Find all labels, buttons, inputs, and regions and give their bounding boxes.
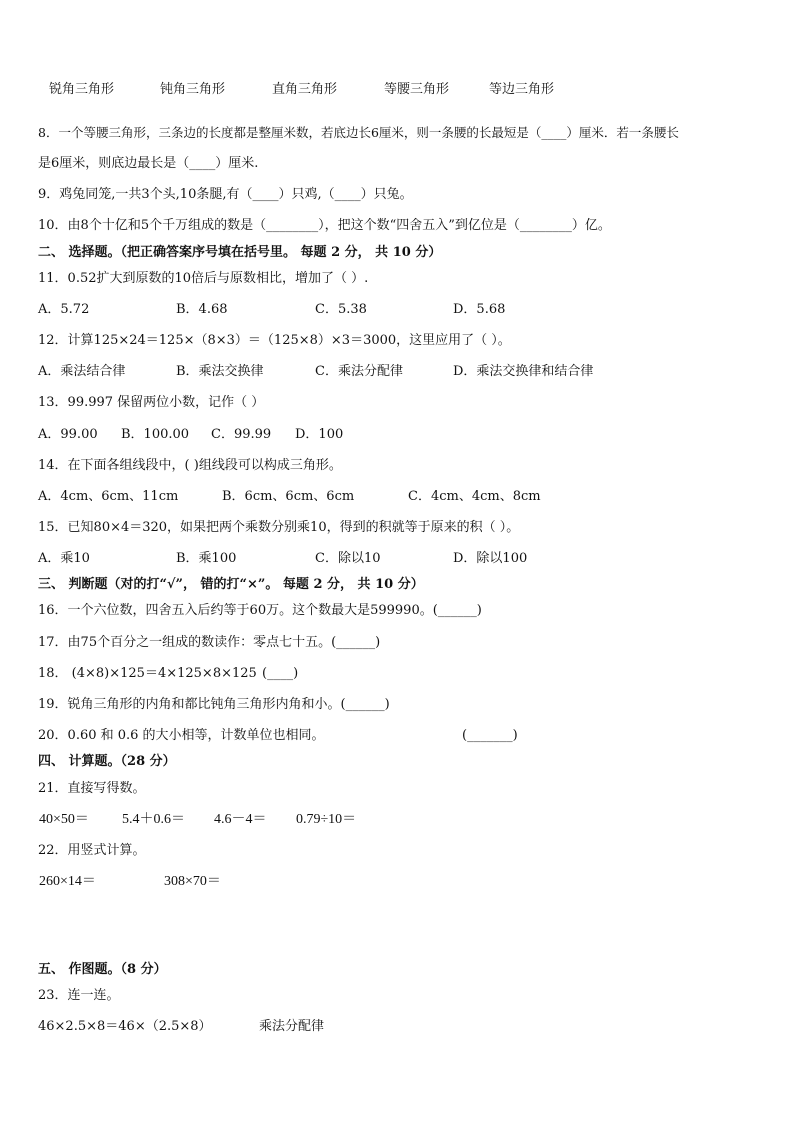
triangle-type-equilateral: 等边三角形 bbox=[489, 82, 555, 97]
question-9: 9．鸡兔同笼,一共3个头,10条腿,有（____）只鸡,（____）只兔。 bbox=[38, 187, 413, 202]
question-23: 23．连一连。 bbox=[38, 988, 120, 1003]
question-16: 16．一个六位数，四舍五入后约等于60万。这个数最大是599990。(______) bbox=[38, 603, 482, 618]
q21-item-1: 40×50＝ bbox=[39, 812, 89, 827]
question-18-blank: (____) bbox=[262, 666, 299, 681]
question-19: 19．锐角三角形的内角和都比钝角三角形内角和小。(______) bbox=[38, 697, 390, 712]
q15-option-d: D．除以100 bbox=[453, 551, 528, 566]
section-5-heading: 五、 作图题。（8 分） bbox=[38, 962, 167, 977]
q15-option-b: B．乘100 bbox=[176, 551, 237, 566]
q23-law-label: 乘法分配律 bbox=[259, 1019, 325, 1034]
triangle-type-right: 直角三角形 bbox=[272, 82, 338, 97]
triangle-type-acute: 锐角三角形 bbox=[49, 82, 115, 97]
question-11: 11．0.52扩大到原数的10倍后与原数相比，增加了（ ）. bbox=[38, 271, 369, 286]
question-22: 22．用竖式计算。 bbox=[38, 843, 146, 858]
question-18: 18． (4×8)×125＝4×125×8×125 bbox=[38, 666, 257, 681]
question-20-blank: (_______) bbox=[462, 728, 518, 743]
q13-option-b: B．100.00 bbox=[121, 427, 190, 442]
q12-option-b: B．乘法交换律 bbox=[176, 364, 264, 379]
triangle-type-obtuse: 钝角三角形 bbox=[160, 82, 226, 97]
q12-option-a: A．乘法结合律 bbox=[38, 364, 126, 379]
question-15: 15．已知80×4＝320，如果把两个乘数分别乘10，得到的积就等于原来的积（ ）。 bbox=[38, 520, 520, 535]
q11-option-c: C．5.38 bbox=[315, 302, 367, 317]
q11-option-d: D．5.68 bbox=[453, 302, 506, 317]
question-8-line-1: 8．一个等腰三角形，三条边的长度都是整厘米数，若底边长6厘米，则一条腰的长最短是（____）厘米．若一条腰长 bbox=[38, 125, 679, 140]
q22-item-2: 308×70＝ bbox=[164, 874, 221, 889]
q21-item-3: 4.6－4＝ bbox=[214, 812, 267, 827]
question-10: 10．由8个十亿和5个千万组成的数是（________），把这个数“四舍五入”到亿位是（________）亿。 bbox=[38, 218, 611, 233]
question-14: 14．在下面各组线段中，( )组线段可以构成三角形。 bbox=[38, 458, 342, 473]
q14-option-c: C．4cm、4cm、8cm bbox=[408, 489, 541, 504]
q11-option-a: A．5.72 bbox=[38, 302, 90, 317]
q13-option-c: C．99.99 bbox=[211, 427, 272, 442]
q21-item-2: 5.4＋0.6＝ bbox=[122, 812, 185, 827]
question-13: 13．99.997 保留两位小数，记作（ ） bbox=[38, 395, 265, 410]
q11-option-b: B．4.68 bbox=[176, 302, 228, 317]
section-3-heading: 三、 判断题（对的打“√”， 错的打“×”。 每题 2 分， 共 10 分） bbox=[38, 577, 424, 592]
question-21: 21．直接写得数。 bbox=[38, 781, 146, 796]
q13-option-d: D．100 bbox=[295, 427, 344, 442]
q12-option-c: C．乘法分配律 bbox=[315, 364, 403, 379]
question-12: 12．计算125×24＝125×（8×3）＝（125×8）×3＝3000，这里应用了（ ）。 bbox=[38, 333, 511, 348]
q15-option-c: C．除以10 bbox=[315, 551, 381, 566]
q13-option-a: A．99.00 bbox=[38, 427, 98, 442]
q12-option-d: D．乘法交换律和结合律 bbox=[453, 364, 594, 379]
section-2-heading: 二、 选择题。（把正确答案序号填在括号里。 每题 2 分， 共 10 分） bbox=[38, 245, 442, 260]
question-17: 17．由75个百分之一组成的数读作：零点七十五。(______) bbox=[38, 635, 381, 650]
q21-item-4: 0.79÷10＝ bbox=[296, 812, 357, 827]
q14-option-b: B．6cm、6cm、6cm bbox=[222, 489, 355, 504]
question-8-line-2: 是6厘米，则底边最长是（____）厘米. bbox=[38, 156, 259, 171]
triangle-type-isosceles: 等腰三角形 bbox=[384, 82, 450, 97]
question-20: 20．0.60 和 0.6 的大小相等，计数单位也相同。 bbox=[38, 728, 325, 743]
section-4-heading: 四、 计算题。（28 分） bbox=[38, 754, 176, 769]
q22-item-1: 260×14＝ bbox=[39, 874, 96, 889]
q15-option-a: A．乘10 bbox=[38, 551, 90, 566]
q14-option-a: A．4cm、6cm、11cm bbox=[38, 489, 179, 504]
q23-expression: 46×2.5×8＝46×（2.5×8） bbox=[38, 1019, 212, 1034]
